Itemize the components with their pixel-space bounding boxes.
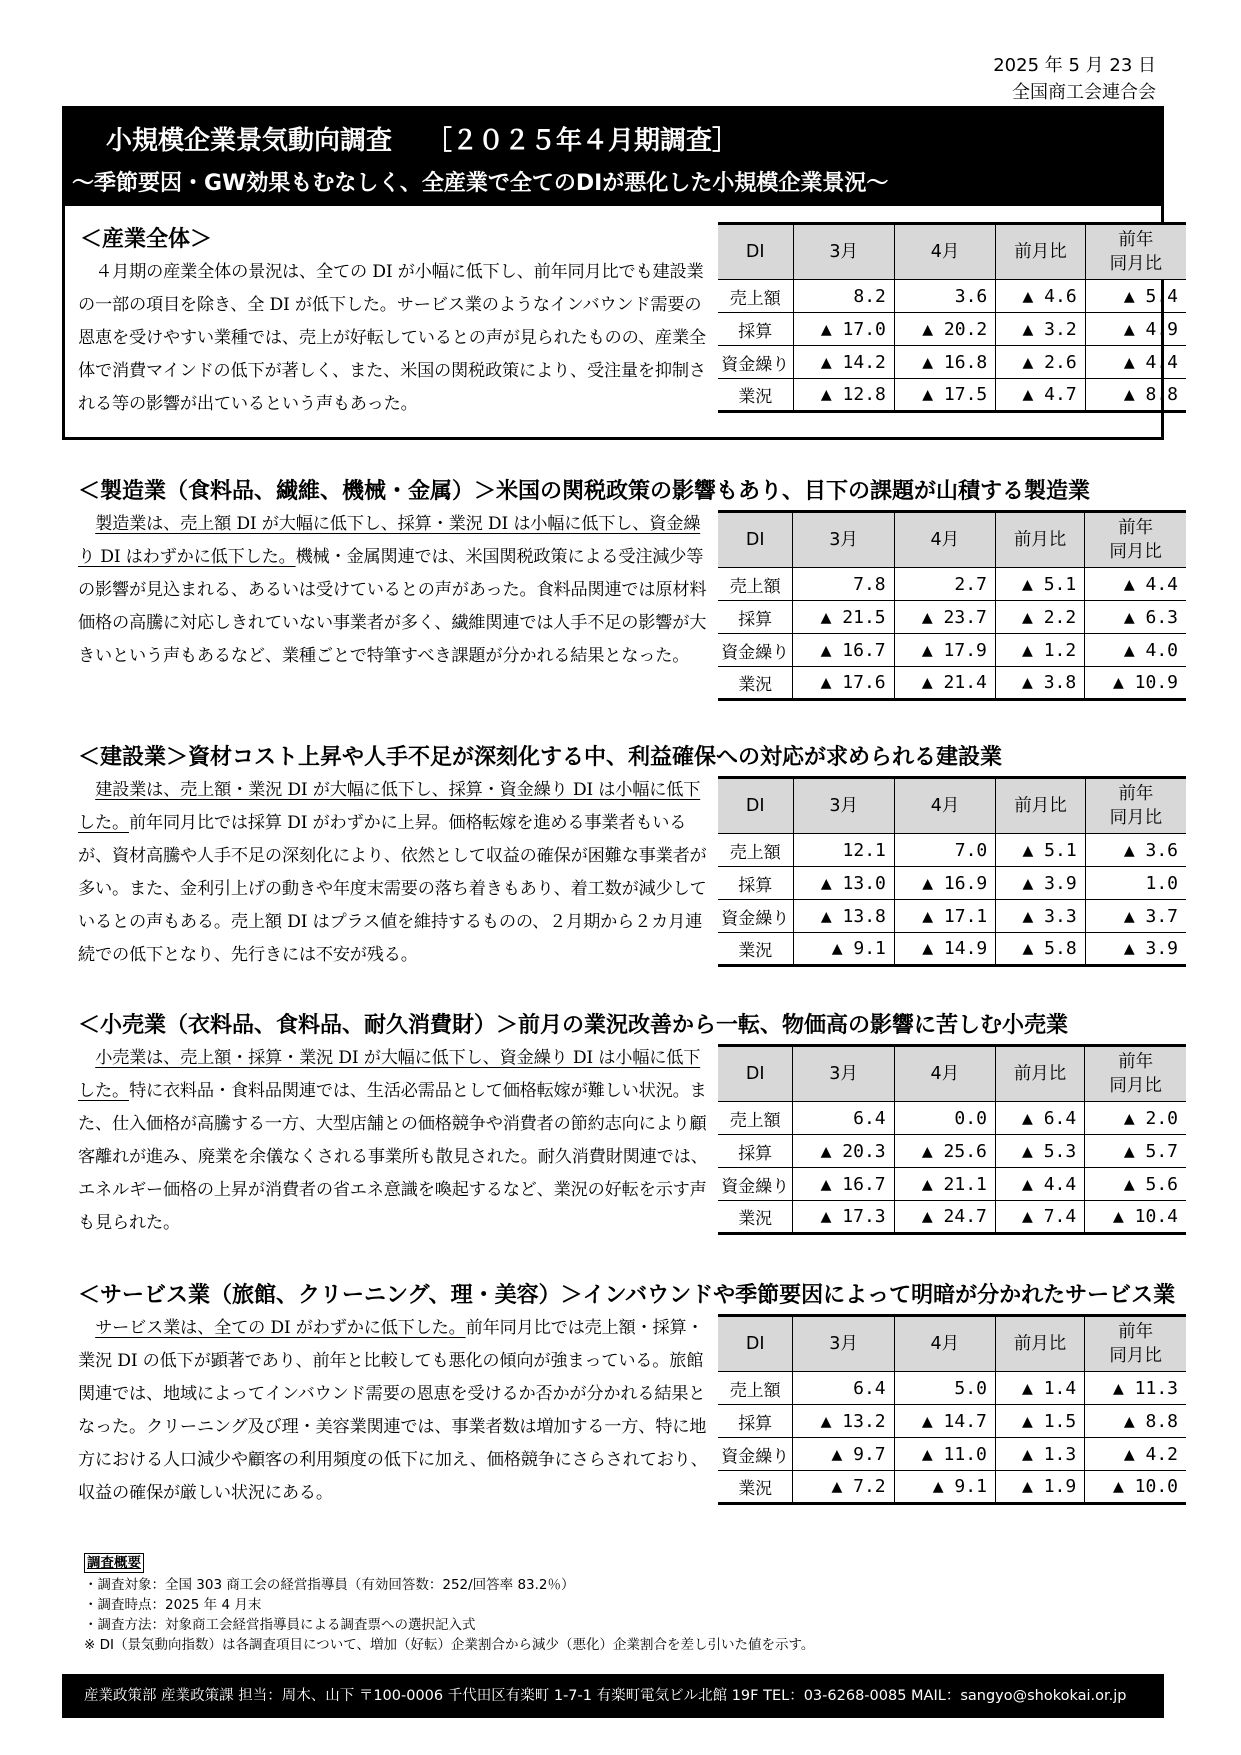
table-row [718,1135,1186,1168]
table-cell: 業況 [718,1201,793,1234]
table-header-cell: 前月比 [996,778,1085,834]
table-cell: 2.7 [894,568,995,601]
col-april: 4月 [894,224,995,280]
table-cell: ▲ 17.0 [793,313,894,346]
table-cell: ▲ 17.6 [793,667,894,700]
table-row [718,379,1186,412]
table-cell: ▲ 3.7 [1085,900,1186,933]
table-cell: 売上額 [718,1102,793,1135]
section-text: 前年同月比では採算 DI がわずかに上昇。価格転嫁を進める事業者もいるが、資材高騰や人手不足の深刻化により、依然として収益の確保が困難な事業者が多い。また、金利引上げの動きや年度末需要の落ち着きもあり、着工数が減少しているとの声もある。売上額 DI はプラス値を維持するものの、２月期から２カ月連続での低下となり、先行きには不安が残る。 [78,813,707,965]
col-mom: 前月比 [996,224,1085,280]
table-cell: ▲ 2.0 [1085,1102,1186,1135]
table-cell: ▲ 4.4 [1085,568,1186,601]
table-cell: ▲ 4.4 [995,1168,1084,1201]
table-cell: ▲ 17.1 [894,900,995,933]
table-row [718,1168,1186,1201]
table-header-cell: 前月比 [995,512,1084,568]
table-cell: 業況 [718,933,793,966]
table-header-cell: DI [718,1046,793,1102]
table-cell: ▲ 17.9 [894,634,995,667]
table-cell: ▲ 23.7 [894,601,995,634]
table-cell: ▲ 5.8 [996,933,1085,966]
table-cell: ▲ 21.4 [894,667,995,700]
section-body [78,508,712,673]
di-table [718,510,1186,701]
table-cell: 採算 [718,1405,793,1438]
table-cell: 業況 [718,667,793,700]
table-cell: ▲ 21.1 [894,1168,995,1201]
table-cell: 3.6 [894,280,995,313]
table-cell: 採算 [718,313,793,346]
table-header-cell: DI [718,778,793,834]
section-body [78,774,712,972]
section-lead: 小売業は、売上額・採算・業況 DI が大幅に低下し、資金繰り DI は小幅に低下した。 [78,1048,701,1101]
table-row [718,601,1186,634]
table-cell: ▲ 10.9 [1085,667,1186,700]
table-cell: 資金繰り [718,634,793,667]
section-lead: 建設業は、売上額・業況 DI が大幅に低下し、採算・資金繰り DI は小幅に低下した。 [78,780,701,833]
table-row [718,933,1186,966]
table-cell: ▲ 4.6 [996,280,1085,313]
table-cell: 1.0 [1085,867,1186,900]
table-cell: ▲ 1.5 [995,1405,1084,1438]
table-header-cell: 前月比 [995,1316,1084,1372]
table-cell: 6.4 [793,1102,894,1135]
table-header-cell: 前年 同月比 [1085,1046,1186,1102]
table-header-cell: DI [718,512,793,568]
table-cell: ▲ 3.8 [995,667,1084,700]
table-cell: ▲ 17.5 [894,379,995,412]
table-cell: ▲ 21.5 [793,601,894,634]
table-cell: ▲ 5.1 [996,834,1085,867]
table-cell: ▲ 20.2 [894,313,995,346]
notes-line: ※ DI（景気動向指数）は各調査項目について、増加（好転）企業割合から減少（悪化）企業割合を差し引いた値を示す。 [84,1637,815,1653]
contact-footer: 産業政策部 産業政策課 担当：周木、山下 〒100-0006 千代田区有楽町 1-7-1 有楽町電気ビル北館 19F TEL：03-6268-0085 MAIL：sangyo@shokokai.or.jp [62,1674,1164,1718]
table-cell: 12.1 [793,834,894,867]
table-cell: 資金繰り [718,1438,793,1471]
table-header-cell: 3月 [793,1046,894,1102]
table-cell: ▲ 16.9 [894,867,995,900]
table-cell: ▲ 11.3 [1085,1372,1186,1405]
table-cell: 0.0 [894,1102,995,1135]
table-cell: ▲ 1.2 [995,634,1084,667]
table-row [718,280,1186,313]
section-text: ４月期の産業全体の景況は、全ての DI が小幅に低下し、前年同月比でも建設業の一部の項目を除き、全 DI が低下した。サービス業のようなインバウンド需要の恩恵を受けやすい業種では、売上が好転しているとの声が見られたものの、産業全体で消費マインドの低下が著しく、また、米国の関税政策により、受注量を抑制される等の影響が出ているという声もあった。 [78,262,706,414]
table-cell: ▲ 8.8 [1085,1405,1186,1438]
table-cell: ▲ 6.3 [1085,601,1186,634]
table-header-cell: 前月比 [995,1046,1084,1102]
table-cell: 採算 [718,867,793,900]
col-march: 3月 [793,224,894,280]
table-cell: ▲ 13.8 [793,900,894,933]
report-title [106,120,738,157]
col-di: DI [718,224,793,280]
table-row [718,568,1186,601]
section-text: 特に衣料品・食料品関連では、生活必需品として価格転嫁が難しい状況。また、仕入価格が高騰する一方、大型店舗との価格競争や消費者の節約志向により顧客離れが進み、廃業を余儀なくされる事業所も散見された。耐久消費財関連では、エネルギー価格の上昇が消費者の省エネ意識を喚起するなど、業況の好転を示す声も見られた。 [78,1081,708,1233]
table-cell: ▲ 5.3 [995,1135,1084,1168]
table-row [718,1201,1186,1234]
table-cell: ▲ 3.9 [996,867,1085,900]
table-header-cell: 4月 [894,1316,995,1372]
section-heading: ＜製造業（食料品、繊維、機械・金属）＞米国の関税政策の影響もあり、目下の課題が山積する製造業 [78,479,1091,504]
table-cell: ▲ 13.0 [793,867,894,900]
title-banner [62,106,1164,206]
table-cell: ▲ 5.6 [1085,1168,1186,1201]
table-cell: ▲ 14.9 [894,933,995,966]
table-header-cell: 4月 [894,1046,995,1102]
table-cell: ▲ 7.4 [995,1201,1084,1234]
table-cell: ▲ 4.4 [1085,346,1186,379]
table-cell: ▲ 20.3 [793,1135,894,1168]
table-row [718,1372,1186,1405]
table-row [718,313,1186,346]
table-cell: ▲ 1.9 [995,1471,1084,1504]
table-cell: ▲ 3.6 [1085,834,1186,867]
section-text: 前年同月比では売上額・採算・業況 DI の低下が顕著であり、前年と比較しても悪化の傾向が強まっている。旅館関連では、地域によってインバウンド需要の恩恵を受けるか否かが分かれる結果となった。クリーニング及び理・美容業関連では、事業者数は増加する一方、特に地方における人口減少や顧客の利用頻度の低下に加え、価格競争にさらされており、収益の確保が厳しい状況にある。 [78,1318,708,1503]
table-cell: ▲ 6.4 [995,1102,1084,1135]
header-meta [993,52,1156,106]
table-cell: 売上額 [718,1372,793,1405]
table-cell: ▲ 3.9 [1085,933,1186,966]
table-cell: 資金繰り [718,900,793,933]
table-cell: ▲ 2.2 [995,601,1084,634]
di-table [718,222,1186,413]
table-row [718,1438,1186,1471]
table-cell: ▲ 3.3 [996,900,1085,933]
table-cell: ▲ 25.6 [894,1135,995,1168]
table-cell: ▲ 5.4 [1085,280,1186,313]
col-yoy: 前年 同月比 [1085,224,1186,280]
table-cell: ▲ 4.2 [1085,1438,1186,1471]
table-cell: ▲ 9.1 [793,933,894,966]
table-cell: 業況 [718,1471,793,1504]
di-table [718,1314,1186,1505]
table-row [718,634,1186,667]
table-cell: 売上額 [718,568,793,601]
table-header-cell: 4月 [894,778,995,834]
table-header-cell: DI [718,1316,793,1372]
table-header-cell: 前年 同月比 [1085,778,1186,834]
table-row [718,1471,1186,1504]
table-row [718,1102,1186,1135]
table-cell: ▲ 1.4 [995,1372,1084,1405]
section-body [78,256,708,421]
table-cell: ▲ 8.8 [1085,379,1186,412]
table-row [718,346,1186,379]
table-header-cell: 前年 同月比 [1085,512,1186,568]
table-cell: ▲ 14.7 [894,1405,995,1438]
table-cell: 売上額 [718,834,793,867]
table-cell: 5.0 [894,1372,995,1405]
table-cell: ▲ 24.7 [894,1201,995,1234]
section-body [78,1042,712,1240]
report-title-text: 小規模企業景気動向調査 [106,126,393,156]
table-header-cell: 3月 [793,778,894,834]
table-cell: ▲ 3.2 [996,313,1085,346]
table-cell: ▲ 10.4 [1085,1201,1186,1234]
table-header-cell: 前年 同月比 [1085,1316,1186,1372]
section-heading: ＜建設業＞資材コスト上昇や人手不足が深刻化する中、利益確保への対応が求められる建設業 [78,745,1003,770]
table-cell: 資金繰り [718,346,793,379]
issuer-name: 全国商工会連合会 [1012,82,1156,103]
section-heading: ＜小売業（衣料品、食料品、耐久消費財）＞前月の業況改善から一転、物価高の影響に苦しむ小売業 [78,1013,1069,1038]
notes-title: 調査概要 [84,1553,144,1573]
table-row [718,867,1186,900]
notes-line: ・調査方法：対象商工会経営指導員による調査票への選択記入式 [84,1617,476,1633]
table-cell: 6.4 [793,1372,894,1405]
section-text: 機械・金属関連では、米国関税政策による受注減少等の影響が見込まれる、あるいは受けているとの声があった。食料品関連では原材料価格の高騰に対応しきれていない事業者が多く、繊維関連では人手不足の影響が大きいという声もあるなど、業種ごとで特筆すべき課題が分かれる結果となった。 [78,547,707,666]
section-heading: ＜産業全体＞ [80,227,213,252]
table-cell: ▲ 7.2 [793,1471,894,1504]
table-cell: 7.8 [793,568,894,601]
table-cell: ▲ 11.0 [894,1438,995,1471]
table-header-cell: 3月 [793,1316,894,1372]
survey-period: ［２０２５年４月期調査］ [426,126,739,156]
table-cell: ▲ 10.0 [1085,1471,1186,1504]
di-table [718,776,1186,967]
table-row [718,834,1186,867]
section-lead: サービス業は、全ての DI がわずかに低下した。 [95,1318,466,1338]
table-cell: ▲ 16.7 [793,634,894,667]
table-cell: ▲ 14.2 [793,346,894,379]
di-table [718,1044,1186,1235]
table-cell: 7.0 [894,834,995,867]
table-cell: ▲ 5.1 [995,568,1084,601]
survey-notes [84,1553,814,1655]
table-header-cell: 3月 [793,512,894,568]
table-cell: 採算 [718,601,793,634]
table-cell: 8.2 [793,280,894,313]
section-body [78,1312,712,1510]
report-subtitle: ～季節要因・GW効果もむなしく、全産業で全てのDIが悪化した小規模企業景況～ [72,171,889,196]
table-cell: 採算 [718,1135,793,1168]
table-row [718,667,1186,700]
table-cell: ▲ 9.7 [793,1438,894,1471]
table-cell: ▲ 12.8 [793,379,894,412]
table-row [718,1405,1186,1438]
table-cell: ▲ 13.2 [793,1405,894,1438]
table-header-cell: 4月 [894,512,995,568]
section-lead: 製造業は、売上額 DI が大幅に低下し、採算・業況 DI は小幅に低下し、資金繰り DI はわずかに低下した。 [78,514,701,567]
table-cell: ▲ 2.6 [996,346,1085,379]
notes-line: ・調査対象：全国 303 商工会の経営指導員（有効回答数：252/回答率 83.2％） [84,1577,575,1593]
table-cell: ▲ 1.3 [995,1438,1084,1471]
table-cell: ▲ 4.0 [1085,634,1186,667]
table-cell: 業況 [718,379,793,412]
table-cell: ▲ 5.7 [1085,1135,1186,1168]
notes-line: ・調査時点：2025 年 4 月末 [84,1597,262,1613]
table-cell: 売上額 [718,280,793,313]
table-cell: ▲ 16.7 [793,1168,894,1201]
table-cell: ▲ 17.3 [793,1201,894,1234]
table-cell: ▲ 4.7 [996,379,1085,412]
table-cell: ▲ 4.9 [1085,313,1186,346]
issue-date: 2025 年 5 月 23 日 [993,55,1156,76]
table-cell: ▲ 16.8 [894,346,995,379]
table-cell: 資金繰り [718,1168,793,1201]
section-heading: ＜サービス業（旅館、クリーニング、理・美容）＞インバウンドや季節要因によって明暗が分かれたサービス業 [78,1283,1176,1308]
table-cell: ▲ 9.1 [894,1471,995,1504]
table-row [718,900,1186,933]
